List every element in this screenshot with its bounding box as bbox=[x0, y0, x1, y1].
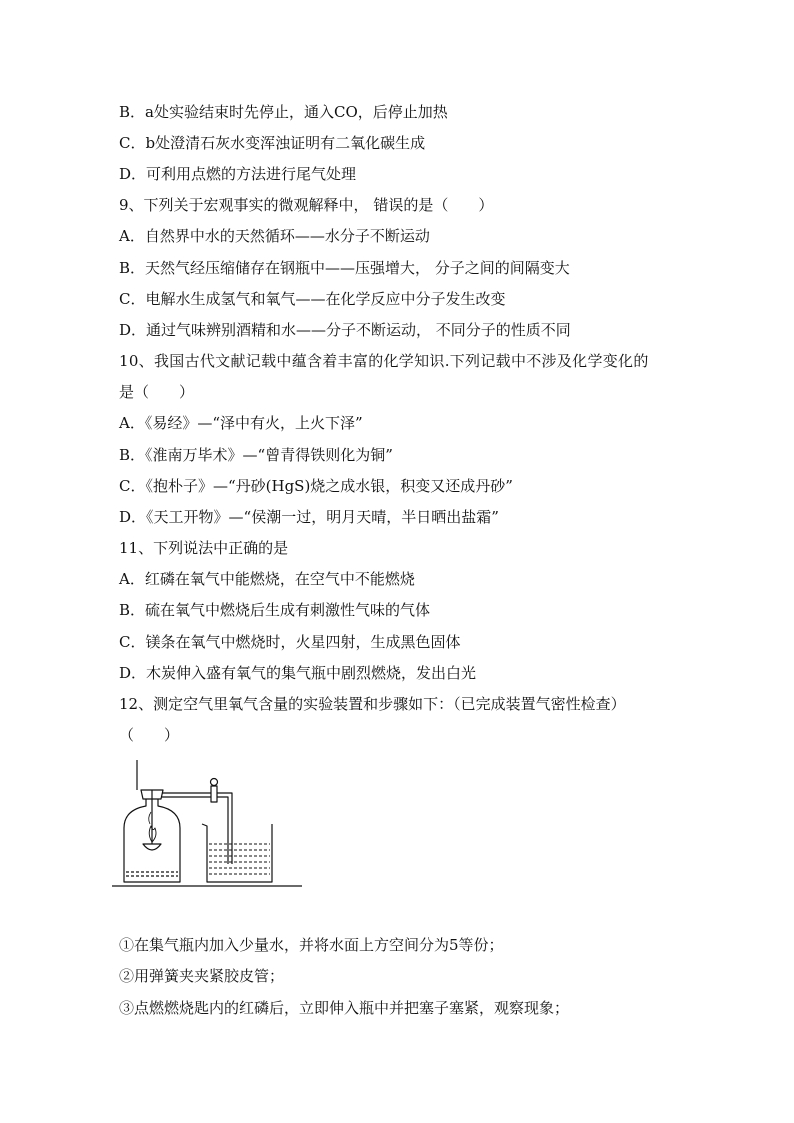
q9-option-a: A．自然界中水的天然循环——水分子不断运动 bbox=[119, 227, 430, 245]
q8-option-d: D．可利用点燃的方法进行尾气处理 bbox=[119, 165, 357, 183]
spring-clamp bbox=[211, 786, 217, 802]
experiment-apparatus-figure bbox=[112, 760, 302, 892]
q10-option-c: C．《抱朴子》—“丹砂(HgS)烧之成水银，积变又还成丹砂” bbox=[119, 477, 513, 495]
q11-option-d: D．木炭伸入盛有氧气的集气瓶中剧烈燃烧，发出白光 bbox=[119, 664, 477, 682]
q8-option-b: B．a处实验结束时先停止，通入CO，后停止加热 bbox=[119, 103, 448, 121]
q11-stem: 11、下列说法中正确的是 bbox=[119, 539, 289, 557]
q9-stem: 9、下列关于宏观事实的微观解释中， 错误的是（ ） bbox=[119, 196, 494, 214]
q10-option-b: B．《淮南万毕术》—“曾青得铁则化为铜” bbox=[119, 446, 393, 464]
q8-option-c: C．b处澄清石灰水变浑浊证明有二氧化碳生成 bbox=[119, 134, 426, 152]
q12-step-3: ③点燃燃烧匙内的红磷后，立即伸入瓶中并把塞子塞紧，观察现象； bbox=[119, 999, 570, 1017]
delivery-tube bbox=[162, 793, 232, 864]
q9-option-c: C．电解水生成氢气和氧气——在化学反应中分子发生改变 bbox=[119, 290, 506, 308]
q10-option-d: D．《天工开物》—“侯潮一过，明月天晴，半日晒出盐霜” bbox=[119, 508, 499, 526]
q12-step-1: ①在集气瓶内加入少量水，并将水面上方空间分为5等份； bbox=[119, 936, 504, 954]
q10-stem-line1: 10、我国古代文献记载中蕴含着丰富的化学知识.下列记载中不涉及化学变化的 bbox=[119, 352, 649, 370]
q9-option-b: B．天然气经压缩储存在钢瓶中——压强增大， 分子之间的间隔变大 bbox=[119, 259, 570, 277]
flame bbox=[149, 826, 156, 842]
q12-stem: 12、测定空气里氧气含量的实验装置和步骤如下：（已完成装置气密性检查） bbox=[119, 695, 626, 713]
q10-option-a: A．《易经》—“泽中有火，上火下泽” bbox=[119, 414, 363, 432]
beaker bbox=[202, 824, 272, 882]
combustion-spoon bbox=[143, 844, 161, 850]
q12-answer-paren: （ ） bbox=[119, 726, 180, 744]
q12-step-2: ②用弹簧夹夹紧胶皮管； bbox=[119, 967, 285, 985]
q9-option-d: D．通过气味辨别酒精和水——分子不断运动， 不同分子的性质不同 bbox=[119, 321, 571, 339]
q11-option-a: A．红磷在氧气中能燃烧，在空气中不能燃烧 bbox=[119, 570, 415, 588]
q11-option-b: B．硫在氧气中燃烧后生成有刺激性气味的气体 bbox=[119, 601, 431, 619]
q11-option-c: C．镁条在氧气中燃烧时，火星四射，生成黑色固体 bbox=[119, 633, 461, 651]
q10-stem-line2: 是（ ） bbox=[119, 383, 195, 401]
